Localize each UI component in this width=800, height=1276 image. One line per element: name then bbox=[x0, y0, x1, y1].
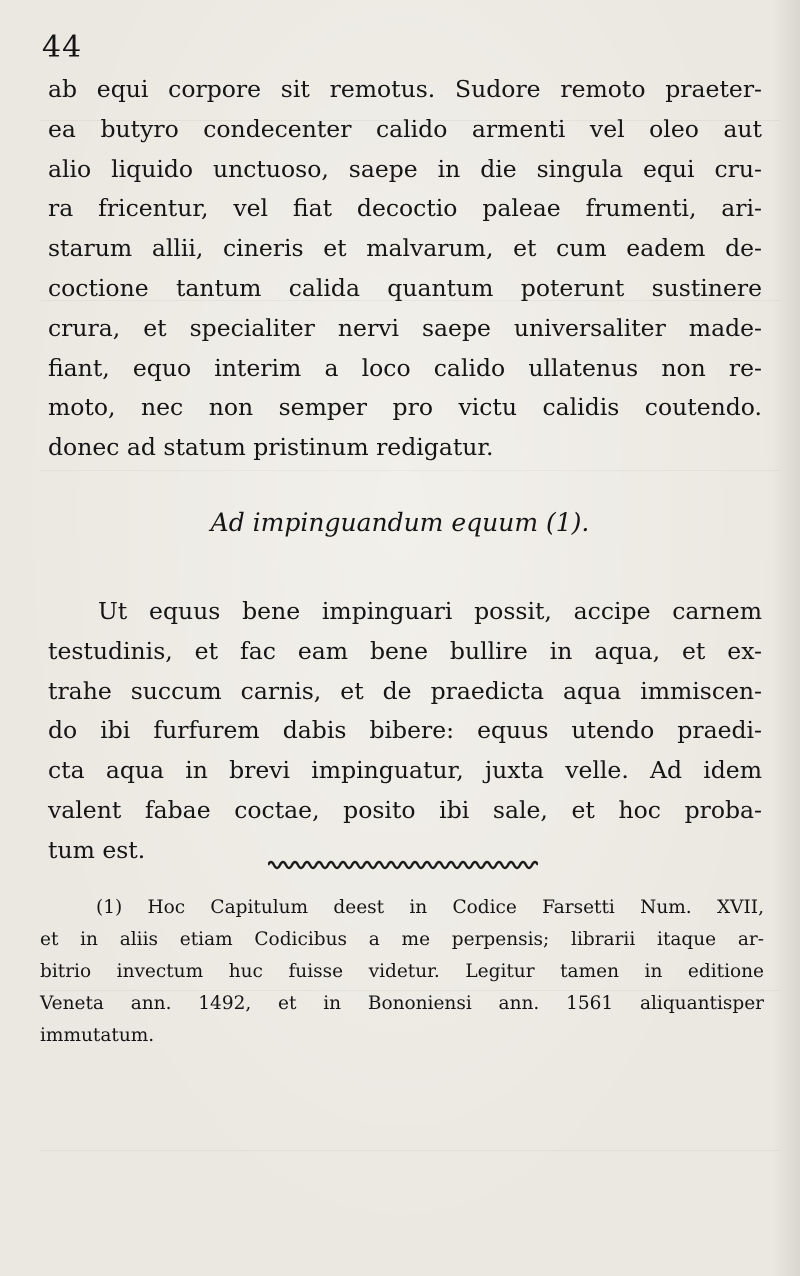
footnote-line bbox=[40, 892, 764, 924]
text-line: ra fricentur, vel fiat decoctio paleae frumenti, ari- bbox=[48, 194, 762, 223]
text-line: do ibi furfurem dabis bibere: equus utendo praedi- bbox=[48, 716, 762, 745]
text-line: alio liquido unctuoso, saepe in die singula equi cru- bbox=[48, 154, 762, 183]
text-line: tum est. bbox=[48, 835, 146, 864]
text-line: ea butyro condecenter calido armenti vel oleo aut bbox=[48, 114, 762, 143]
page-edge-shadow bbox=[772, 0, 800, 1276]
section-heading: Ad impinguandum equum (1). bbox=[210, 508, 590, 537]
text-line: starum allii, cineris et malvarum, et cum eadem de- bbox=[48, 234, 762, 263]
decorative-wavy-rule bbox=[268, 858, 538, 872]
footnote-line: immutatum. bbox=[40, 1025, 155, 1046]
footnote-line: Veneta ann. 1492, et in Bononiensi ann. 1561 aliquantisper bbox=[40, 993, 764, 1014]
page-number: 44 bbox=[42, 30, 83, 65]
bleed-through-line bbox=[40, 470, 780, 471]
footnote-line-content: (1) Hoc Capitulum deest in Codice Farsetti Num. XVII, bbox=[96, 897, 764, 918]
text-line: testudinis, et fac eam bene bullire in aqua, et ex- bbox=[48, 636, 762, 665]
text-line: donec ad statum pristinum redigatur. bbox=[48, 433, 494, 462]
text-line: cta aqua in brevi impinguatur, juxta velle. Ad idem bbox=[48, 756, 762, 785]
text-line: moto, nec non semper pro victu calidis coutendo. bbox=[48, 393, 762, 422]
footnote-line: bitrio invectum huc fuisse videtur. Legitur tamen in editione bbox=[40, 961, 764, 982]
text-line: valent fabae coctae, posito ibi sale, et hoc proba- bbox=[48, 795, 762, 824]
footnote bbox=[40, 892, 764, 1052]
text-line: coctione tantum calida quantum poterunt sustinere bbox=[48, 273, 762, 302]
text-line: ab equi corpore sit remotus. Sudore remoto praeter- bbox=[48, 75, 762, 103]
text-line-content: Ut equus bene impinguari possit, accipe carnem bbox=[98, 597, 762, 625]
bleed-through-line bbox=[40, 1150, 780, 1151]
text-line: fiant, equo interim a loco calido ullatenus non re- bbox=[48, 353, 762, 382]
main-paragraph bbox=[48, 70, 762, 468]
text-line: crura, et specialiter nervi saepe universaliter made- bbox=[48, 313, 762, 342]
second-paragraph bbox=[48, 592, 762, 871]
text-line bbox=[48, 592, 762, 632]
footnote-line: et in aliis etiam Codicibus a me perpensis; librarii itaque ar- bbox=[40, 929, 764, 950]
text-line: trahe succum carnis, et de praedicta aqua immiscen- bbox=[48, 676, 762, 705]
